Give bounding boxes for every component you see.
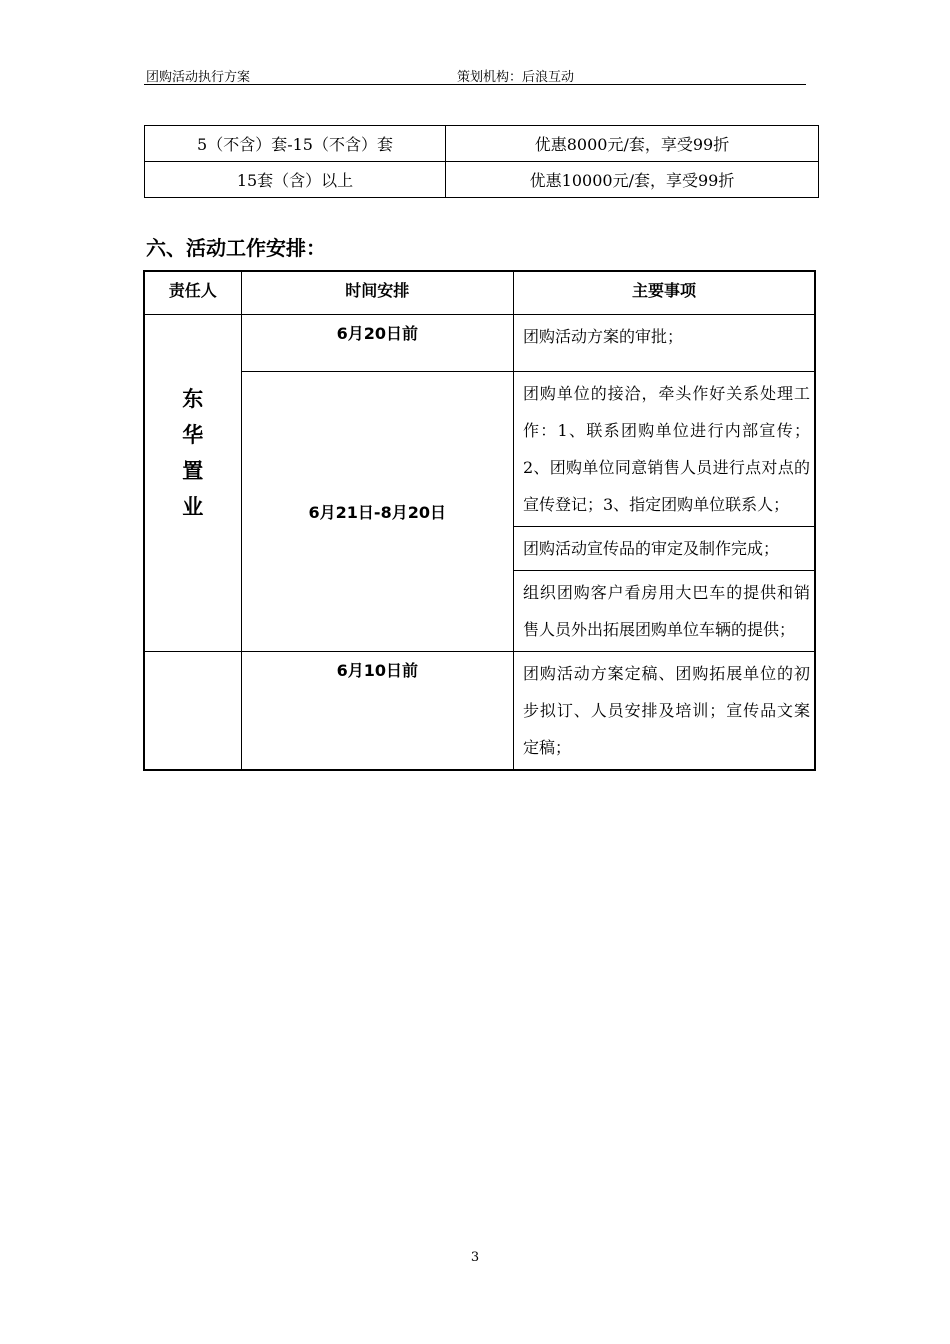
responsible-name: 东华置业 [182, 387, 204, 519]
time-cell: 6月10日前 [241, 652, 513, 771]
task-cell: 组织团购客户看房用大巴车的提供和销售人员外出拓展团购单位车辆的提供； [513, 571, 815, 652]
discount-range-cell: 5（不含）套-15（不含）套 [145, 126, 446, 162]
header-cell-responsible: 责任人 [144, 271, 241, 315]
table-row [144, 372, 815, 527]
discount-offer-cell: 优惠8000元/套，享受99折 [446, 126, 819, 162]
page-number: 3 [470, 1250, 480, 1265]
responsible-cell-empty [144, 652, 241, 771]
table-row [145, 126, 819, 162]
task-cell: 团购活动方案定稿、团购拓展单位的初步拟订、人员安排及培训；宣传品文案定稿； [513, 652, 815, 771]
task-cell: 团购活动宣传品的审定及制作完成； [513, 527, 815, 571]
responsible-cell [144, 315, 241, 652]
section-heading: 六、活动工作安排： [146, 236, 326, 260]
table-row [144, 315, 815, 372]
discount-range-cell: 15套（含）以上 [145, 162, 446, 198]
header-rule [144, 84, 806, 85]
table-header-row [144, 271, 815, 315]
task-cell: 团购单位的接洽，牵头作好关系处理工作：1、联系团购单位进行内部宣传；2、团购单位同意销售人员进行点对点的宣传登记；3、指定团购单位联系人； [513, 372, 815, 527]
discount-offer-cell: 优惠10000元/套，享受99折 [446, 162, 819, 198]
discount-table [144, 125, 819, 198]
header-cell-task: 主要事项 [513, 271, 815, 315]
table-row [144, 652, 815, 771]
header-cell-time: 时间安排 [241, 271, 513, 315]
time-cell: 6月21日-8月20日 [241, 372, 513, 652]
schedule-table [143, 270, 816, 771]
table-row [145, 162, 819, 198]
task-cell: 团购活动方案的审批； [513, 315, 815, 372]
header-agency: 策划机构：后浪互动 [457, 70, 575, 85]
time-cell: 6月20日前 [241, 315, 513, 372]
header-document-title: 团购活动执行方案 [146, 70, 251, 85]
